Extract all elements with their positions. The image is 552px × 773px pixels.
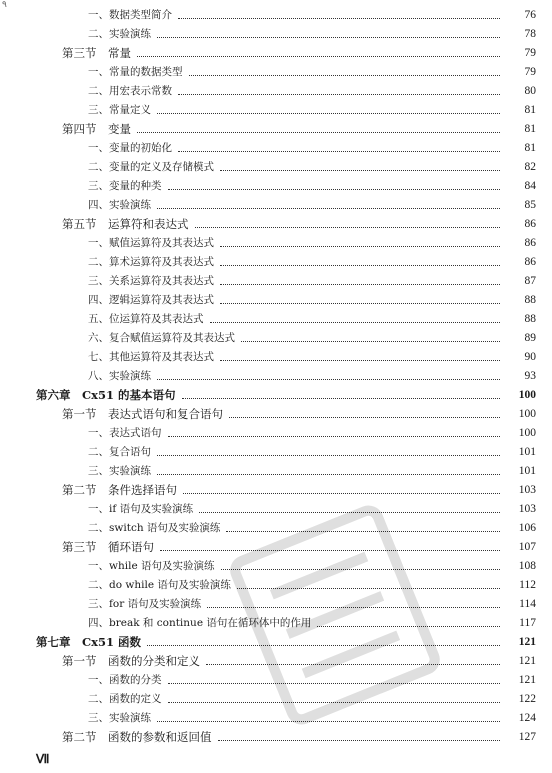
toc-entry-title: 二、do while 语句及实验演练 — [88, 579, 231, 591]
toc-page-number: 82 — [524, 161, 536, 173]
toc-section-row[interactable] — [0, 44, 552, 63]
toc-section-row[interactable] — [0, 215, 552, 234]
toc-page-number: 90 — [524, 351, 536, 363]
dot-leader — [168, 189, 501, 190]
toc-entry-title: 三、常量定义 — [88, 104, 151, 116]
toc-item-row[interactable] — [0, 6, 552, 25]
toc-entry-title: 四、break 和 continue 语句在循环体中的作用 — [88, 617, 312, 629]
toc-entry-title: 八、实验演练 — [88, 370, 151, 382]
toc-page-number: 79 — [524, 66, 536, 78]
toc-entry-title: 四、实验演练 — [88, 199, 151, 211]
dot-leader — [182, 398, 500, 399]
toc-entry-title: 第七章 Cx51 函数 — [36, 635, 142, 649]
dot-leader — [157, 455, 500, 456]
toc-entry-title: 第四节 变量 — [62, 122, 131, 136]
toc-page-number: 107 — [518, 541, 536, 553]
toc-entry-title: 一、函数的分类 — [88, 674, 162, 686]
dot-leader — [137, 132, 500, 133]
toc-section-row[interactable] — [0, 728, 552, 747]
dot-leader — [157, 208, 500, 209]
toc-entry-title: 一、if 语句及实验演练 — [88, 503, 194, 515]
toc-page-number: 88 — [524, 294, 536, 306]
dot-leader — [210, 322, 501, 323]
dot-leader — [178, 18, 500, 19]
toc-page-number: 81 — [524, 123, 536, 135]
toc-entry-title: 三、变量的种类 — [88, 180, 162, 192]
toc-section-row[interactable] — [0, 481, 552, 500]
dot-leader — [137, 56, 500, 57]
dot-leader — [178, 94, 500, 95]
toc-item-row[interactable] — [0, 139, 552, 158]
toc-page-number: 122 — [518, 693, 536, 705]
toc-item-row[interactable] — [0, 291, 552, 310]
dot-leader — [220, 284, 500, 285]
dot-leader — [220, 303, 500, 304]
toc-entry-title: 第一节 表达式语句和复合语句 — [62, 407, 223, 421]
toc-page-number: 86 — [524, 218, 536, 230]
dot-leader — [220, 265, 500, 266]
toc-entry-title: 五、位运算符及其表达式 — [88, 313, 204, 325]
toc-page-number: 93 — [524, 370, 536, 382]
corner-mark: ٩ — [2, 0, 7, 10]
toc-entry-title: 一、while 语句及实验演练 — [88, 560, 215, 572]
toc-item-row[interactable] — [0, 177, 552, 196]
toc-page-number: 79 — [524, 47, 536, 59]
toc-page-number: 80 — [524, 85, 536, 97]
toc-item-row[interactable] — [0, 158, 552, 177]
toc-entry-title: 三、for 语句及实验演练 — [88, 598, 202, 610]
toc-entry-title: 三、实验演练 — [88, 712, 151, 724]
toc-page-number: 121 — [518, 674, 536, 686]
toc-item-row[interactable] — [0, 101, 552, 120]
dot-leader — [229, 417, 500, 418]
toc-page-number: 124 — [518, 712, 536, 724]
toc-page-number: 101 — [518, 446, 536, 458]
toc-entry-title: 一、变量的初始化 — [88, 142, 172, 154]
toc-entry-title: 三、实验演练 — [88, 465, 151, 477]
dot-leader — [218, 740, 501, 741]
toc-entry-title: 六、复合赋值运算符及其表达式 — [88, 332, 235, 344]
dot-leader — [157, 379, 500, 380]
toc-item-row[interactable] — [0, 25, 552, 44]
toc-page-number: 89 — [524, 332, 536, 344]
dot-leader — [157, 113, 500, 114]
toc-entry-title: 一、表达式语句 — [88, 427, 162, 439]
toc-entry-title: 二、变量的定义及存储模式 — [88, 161, 214, 173]
toc-entry-title: 第五节 运算符和表达式 — [62, 217, 189, 231]
toc-page-number: 121 — [518, 636, 536, 648]
toc-page-number: 108 — [518, 560, 536, 572]
toc-item-row[interactable] — [0, 709, 552, 728]
toc-page-number: 103 — [518, 503, 536, 515]
dot-leader — [157, 474, 500, 475]
toc-page-number: 112 — [519, 579, 536, 591]
toc-page-number: 103 — [518, 484, 536, 496]
toc-item-row[interactable] — [0, 462, 552, 481]
dot-leader — [157, 37, 500, 38]
dot-leader — [168, 436, 501, 437]
toc-entry-title: 二、用宏表示常数 — [88, 85, 172, 97]
toc-item-row[interactable] — [0, 500, 552, 519]
toc-page-number: 86 — [524, 256, 536, 268]
toc-page-number: 81 — [524, 142, 536, 154]
toc-entry-title: 四、逻辑运算符及其表达式 — [88, 294, 214, 306]
toc-item-row[interactable] — [0, 234, 552, 253]
toc-entry-title: 第一节 函数的分类和定义 — [62, 654, 200, 668]
dot-leader — [241, 341, 500, 342]
toc-page-number: 127 — [518, 731, 536, 743]
toc-page-number: 114 — [519, 598, 536, 610]
toc-page-number: 81 — [524, 104, 536, 116]
toc-entry-title: 第六章 Cx51 的基本语句 — [36, 388, 176, 402]
toc-entry-title: 二、函数的定义 — [88, 693, 162, 705]
toc-item-row[interactable] — [0, 82, 552, 101]
toc-page-number: 106 — [518, 522, 536, 534]
toc-page-number: 100 — [518, 408, 536, 420]
toc-page-number: 87 — [524, 275, 536, 287]
dot-leader — [220, 246, 500, 247]
toc-entry-title: 七、其他运算符及其表达式 — [88, 351, 214, 363]
toc-item-row[interactable] — [0, 253, 552, 272]
toc-page-number: 100 — [518, 427, 536, 439]
toc-entry-title: 第三节 循环语句 — [62, 540, 154, 554]
dot-leader — [220, 360, 500, 361]
toc-item-row[interactable] — [0, 310, 552, 329]
toc-entry-title: 一、常量的数据类型 — [88, 66, 183, 78]
toc-section-row[interactable] — [0, 120, 552, 139]
toc-entry-title: 三、关系运算符及其表达式 — [88, 275, 214, 287]
toc-page-number: 121 — [518, 655, 536, 667]
dot-leader — [178, 151, 500, 152]
dot-leader — [220, 170, 500, 171]
toc-entry-title: 一、赋值运算符及其表达式 — [88, 237, 214, 249]
toc-entry-title: 二、switch 语句及实验演练 — [88, 522, 221, 534]
toc-item-row[interactable] — [0, 424, 552, 443]
toc-item-row[interactable] — [0, 196, 552, 215]
toc-entry-title: 第二节 函数的参数和返回值 — [62, 730, 212, 744]
toc-page-number: 101 — [518, 465, 536, 477]
dot-leader — [189, 75, 501, 76]
toc-page-number: 78 — [524, 28, 536, 40]
toc-page-number: 85 — [524, 199, 536, 211]
toc-entry-title: 第二节 条件选择语句 — [62, 483, 177, 497]
toc-item-row[interactable] — [0, 348, 552, 367]
toc-item-row[interactable] — [0, 272, 552, 291]
toc-entry-title: 二、实验演练 — [88, 28, 151, 40]
toc-page-number: 76 — [524, 9, 536, 21]
toc-item-row[interactable] — [0, 443, 552, 462]
toc-page-number: 84 — [524, 180, 536, 192]
footer-page-numeral: Ⅶ — [36, 752, 50, 766]
toc-entry-title: 二、算术运算符及其表达式 — [88, 256, 214, 268]
toc-item-row[interactable] — [0, 329, 552, 348]
toc-item-row[interactable] — [0, 63, 552, 82]
toc-page-number: 100 — [518, 389, 536, 401]
toc-entry-title: 二、复合语句 — [88, 446, 151, 458]
toc-chapter-row[interactable] — [0, 386, 552, 405]
toc-item-row[interactable] — [0, 367, 552, 386]
toc-entry-title: 第三节 常量 — [62, 46, 131, 60]
dot-leader — [157, 721, 500, 722]
toc-page-number: 88 — [524, 313, 536, 325]
dot-leader — [195, 227, 501, 228]
dot-leader — [183, 493, 500, 494]
toc-entry-title: 一、数据类型简介 — [88, 9, 172, 21]
toc-page-number: 86 — [524, 237, 536, 249]
toc-section-row[interactable] — [0, 405, 552, 424]
toc-page-number: 117 — [519, 617, 536, 629]
